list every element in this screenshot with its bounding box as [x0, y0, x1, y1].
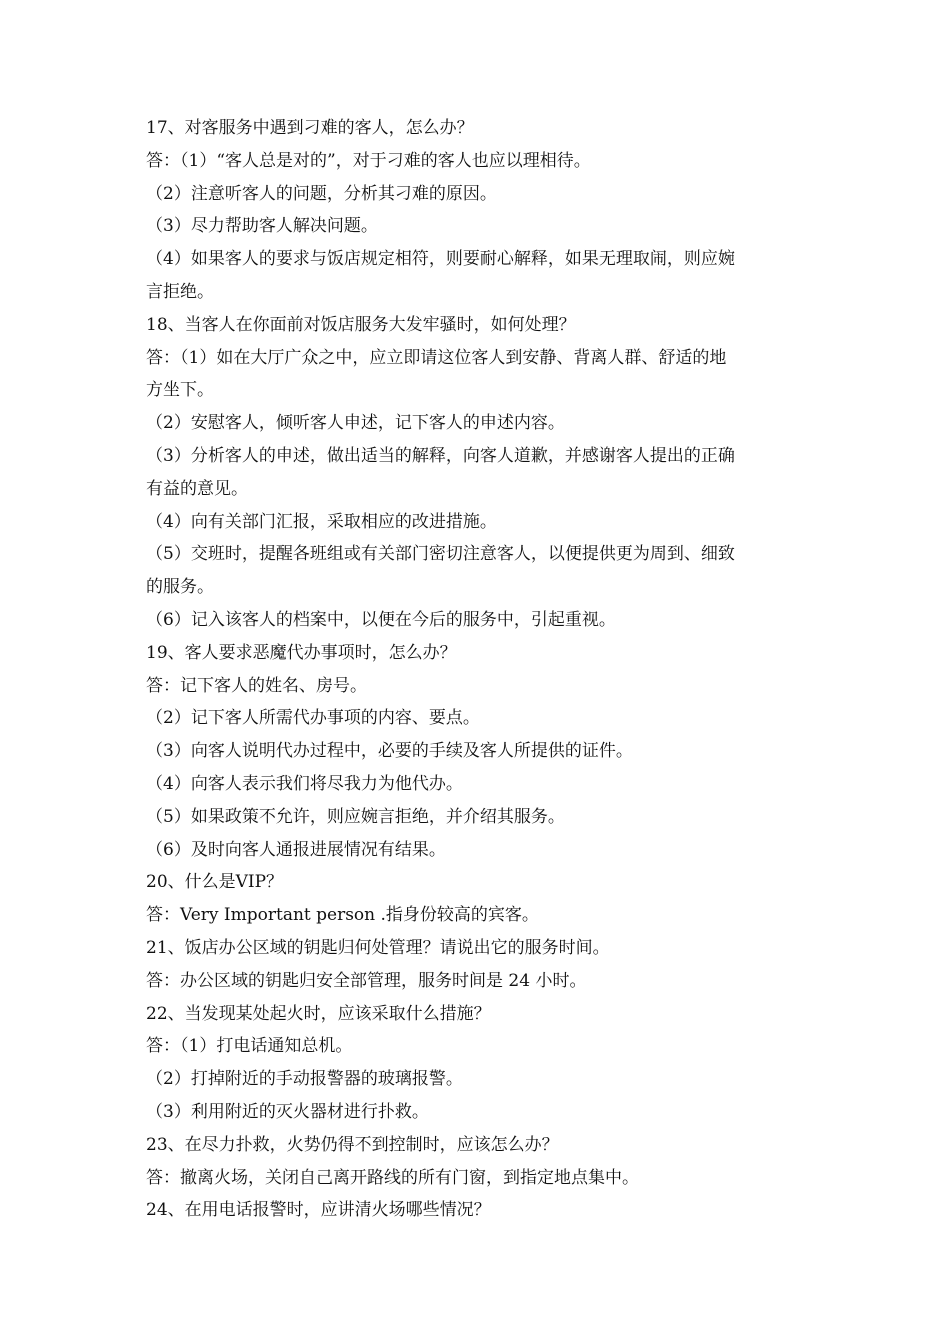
- answer-22-item-2: （2）打掉附近的手动报警器的玻璃报警。: [146, 1069, 463, 1090]
- answer-18-item-5: （5）交班时，提醒各班组或有关部门密切注意客人，以便提供更为周到、细致: [146, 544, 735, 565]
- answer-17-item-3: （3）尽力帮助客人解决问题。: [146, 216, 378, 237]
- answer-19-item-1: 答：记下客人的姓名、房号。: [146, 675, 367, 696]
- answer-19-item-5: （5）如果政策不允许，则应婉言拒绝，并介绍其服务。: [146, 806, 565, 827]
- question-24: 24、在用电话报警时，应讲清火场哪些情况？: [146, 1200, 491, 1221]
- answer-17-item-1: 答：（1）“客人总是对的”，对于刁难的客人也应以理相待。: [146, 150, 591, 171]
- question-17: 17、对客服务中遇到刁难的客人，怎么办？: [146, 118, 474, 138]
- answer-18-item-3-cont: 有益的意见。: [146, 478, 248, 499]
- answer-18-item-1: 答：（1）如在大厅广众之中，应立即请这位客人到安静、背离人群、舒适的地: [146, 347, 727, 368]
- answer-17-item-4: （4）如果客人的要求与饭店规定相符，则要耐心解释，如果无理取闹，则应婉: [146, 249, 735, 270]
- answer-18-item-3: （3）分析客人的申述，做出适当的解释，向客人道歉，并感谢客人提出的正确: [146, 445, 735, 466]
- answer-17-item-2: （2）注意听客人的问题，分析其刁难的原因。: [146, 183, 497, 204]
- answer-20: 答：Very Important person .指身份较高的宾客。: [146, 905, 539, 926]
- answer-22-item-3: （3）利用附近的灭火器材进行扑救。: [146, 1101, 429, 1122]
- answer-22-item-1: 答：（1）打电话通知总机。: [146, 1036, 353, 1057]
- answer-19-item-6: （6）及时向客人通报进展情况有结果。: [146, 839, 446, 860]
- answer-18-item-4: （4）向有关部门汇报，采取相应的改进措施。: [146, 511, 497, 532]
- answer-19-item-2: （2）记下客人所需代办事项的内容、要点。: [146, 708, 480, 729]
- question-21: 21、饭店办公区域的钥匙归何处管理？请说出它的服务时间。: [146, 937, 610, 958]
- answer-21: 答：办公区域的钥匙归安全部管理，服务时间是 24 小时。: [146, 970, 587, 991]
- question-18: 18、当客人在你面前对饭店服务大发牢骚时，如何处理？: [146, 314, 576, 335]
- question-22: 22、当发现某处起火时，应该采取什么措施？: [146, 1003, 491, 1024]
- answer-18-item-6: （6）记入该客人的档案中，以便在今后的服务中，引起重视。: [146, 609, 616, 630]
- answer-18-item-5-cont: 的服务。: [146, 577, 214, 598]
- answer-19-item-3: （3）向客人说明代办过程中，必要的手续及客人所提供的证件。: [146, 741, 633, 762]
- question-19: 19、客人要求恶魔代办事项时，怎么办？: [146, 642, 457, 663]
- question-20: 20、什么是VIP？: [146, 872, 284, 893]
- document-body: [146, 112, 816, 1227]
- answer-17-item-4-cont: 言拒绝。: [146, 281, 214, 302]
- answer-18-item-2: （2）安慰客人，倾听客人申述，记下客人的申述内容。: [146, 413, 565, 434]
- answer-19-item-4: （4）向客人表示我们将尽我力为他代办。: [146, 773, 463, 794]
- answer-23: 答：撤离火场，关闭自己离开路线的所有门窗，到指定地点集中。: [146, 1167, 639, 1188]
- answer-18-item-1-cont: 方坐下。: [146, 380, 214, 401]
- question-23: 23、在尽力扑救，火势仍得不到控制时，应该怎么办？: [146, 1134, 559, 1155]
